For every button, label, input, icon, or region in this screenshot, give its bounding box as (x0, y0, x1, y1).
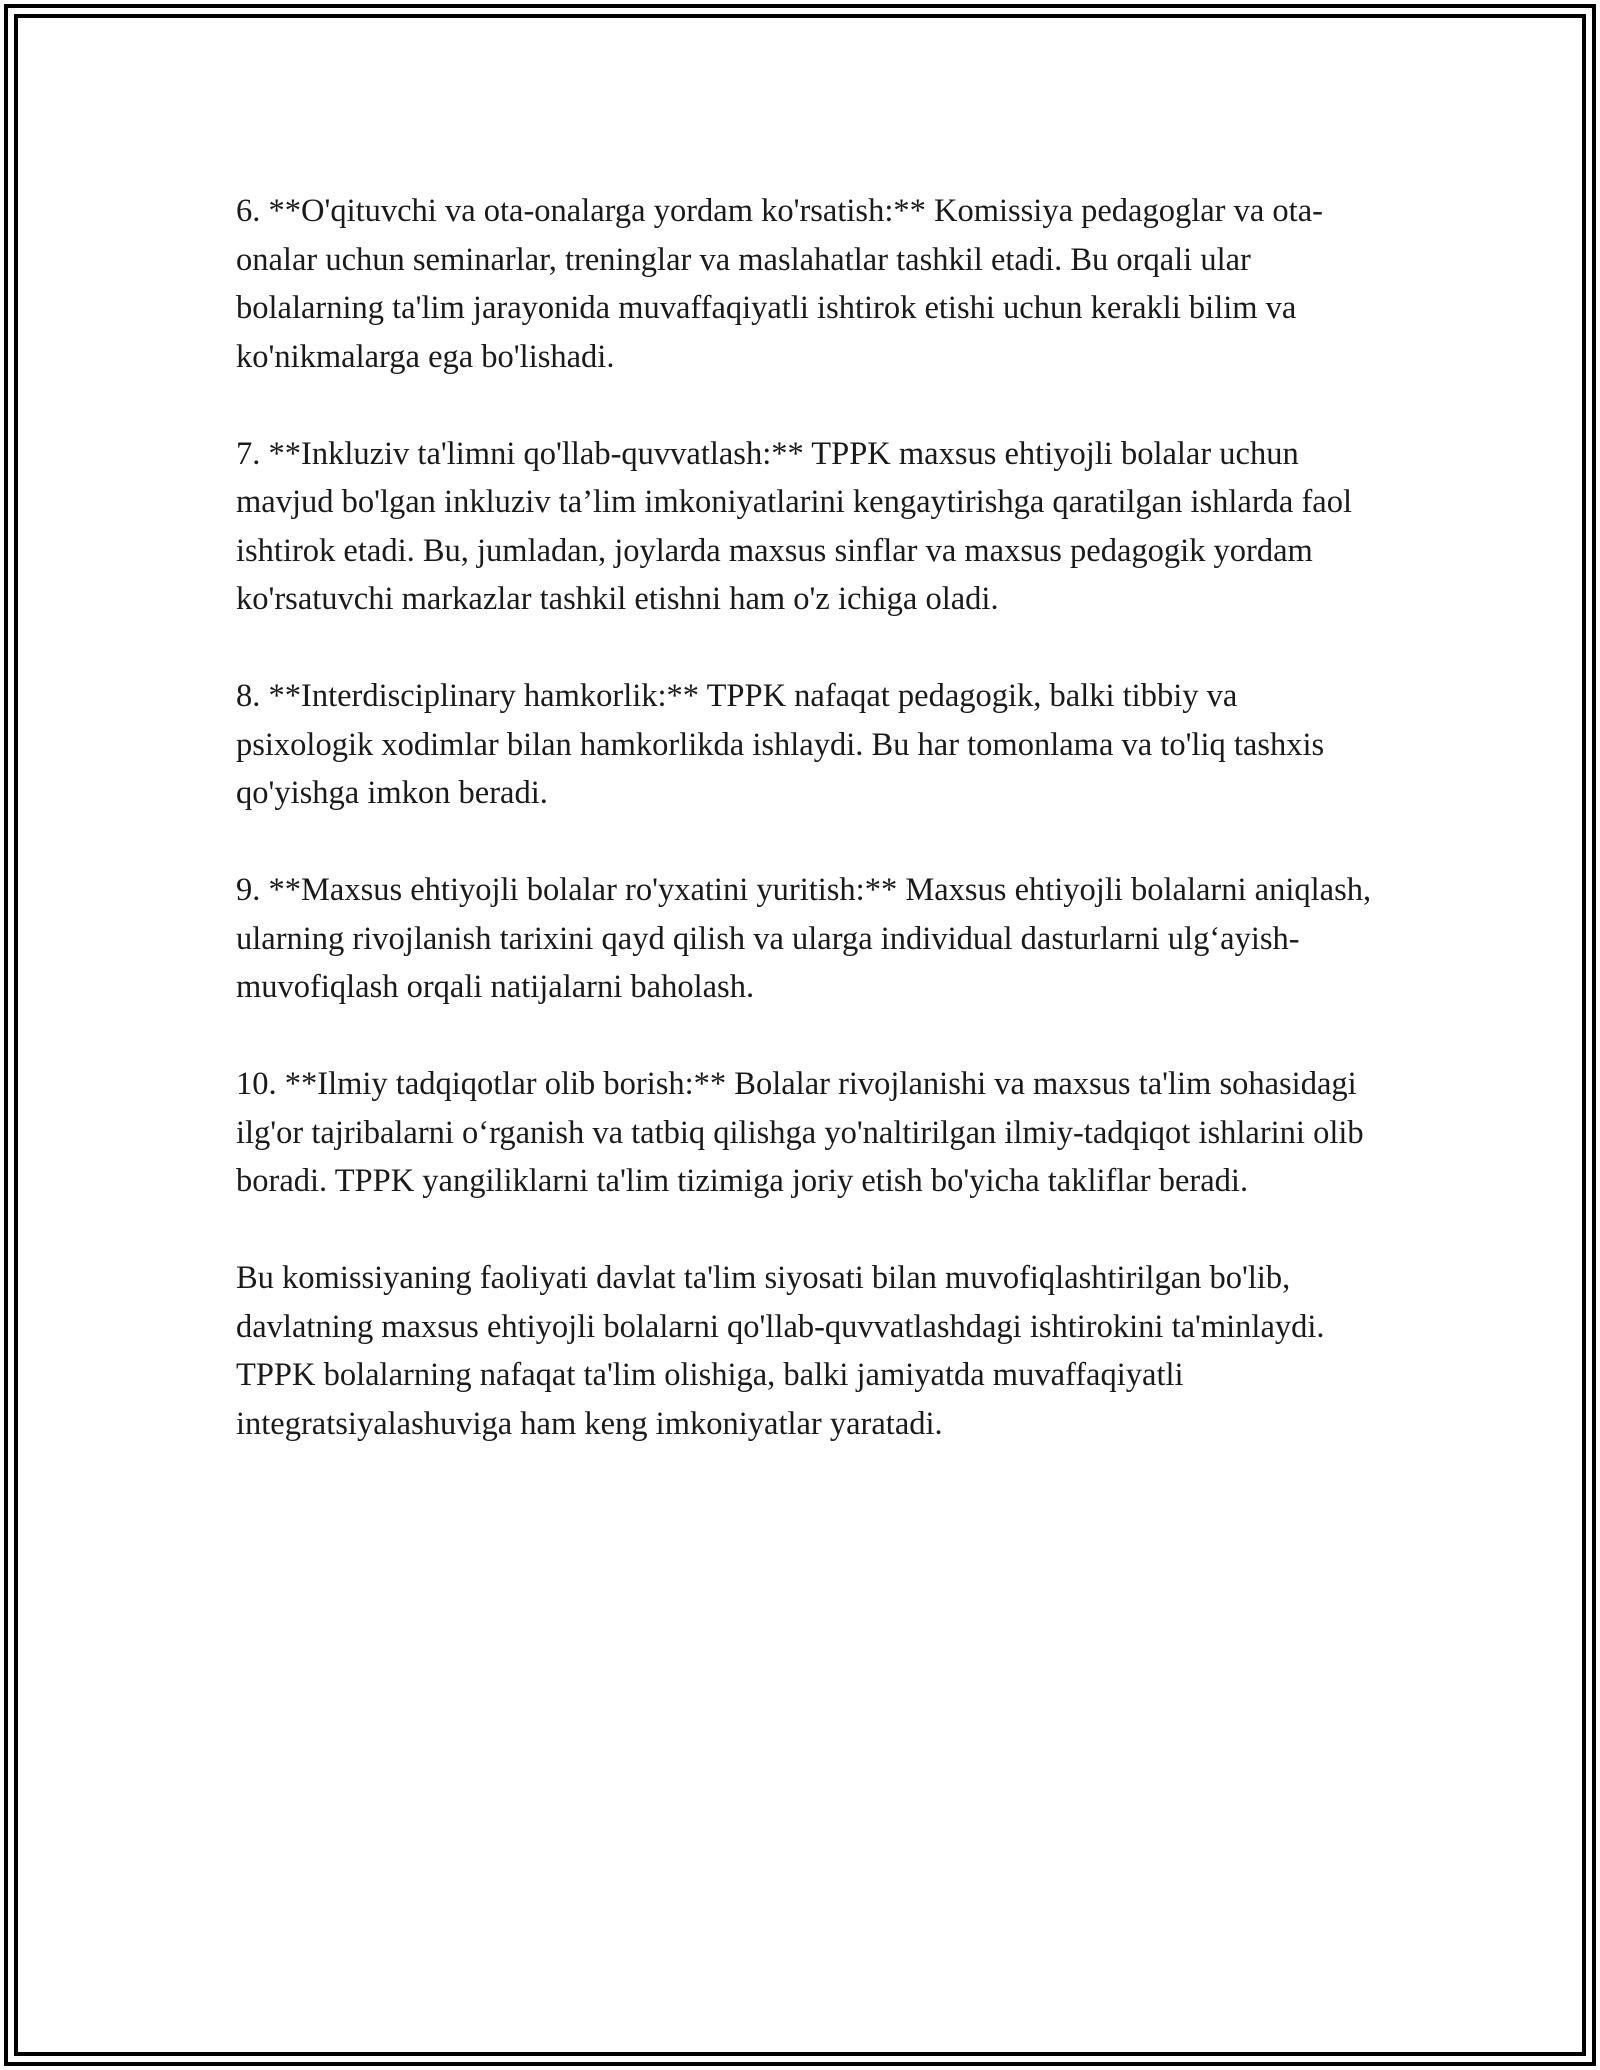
paragraph-item-9: 9. **Maxsus ehtiyojli bolalar ro'yxatini yuritish:** Maxsus ehtiyojli bolalarni aniqlash, ularning rivojlanish tarixini qayd qilish va ularga individual dasturlarni ulg‘ayish-muvofiqlash orqali natijalarni baholash. (236, 872, 1372, 1005)
paragraph-conclusion: Bu komissiyaning faoliyati davlat ta'lim siyosati bilan muvofiqlashtirilgan bo'lib, davlatning maxsus ehtiyojli bolalarni qo'llab-quvvatlashdagi ishtirokini ta'minlaydi. TPPK bolalarning nafaqat ta'lim olishiga, balki jamiyatda muvaffaqiyatli integratsiyalashuviga ham keng imkoniyatlar yaratadi. (236, 1260, 1325, 1442)
paragraph-item-8: 8. **Interdisciplinary hamkorlik:** TPPK nafaqat pedagogik, balki tibbiy va psixologik xodimlar bilan hamkorlikda ishlaydi. Bu har tomonlama va to'liq tashxis qo'yishga imkon beradi. (236, 678, 1325, 811)
paragraph-item-7: 7. **Inkluziv ta'limni qo'llab-quvvatlash:** TPPK maxsus ehtiyojli bolalar uchun mavjud bo'lgan inkluziv ta’lim imkoniyatlarini kengaytirishga qaratilgan ishlarda faol ishtirok etadi. Bu, jumladan, joylarda maxsus sinflar va maxsus pedagogik yordam ko'rsatuvchi markazlar tashkil etishni ham o'z ichiga oladi. (236, 435, 1352, 617)
paragraph-item-6: 6. **O'qituvchi va ota-onalarga yordam ko'rsatish:** Komissiya pedagoglar va ota-onalar uchun seminarlar, treninglar va maslahatlar tashkil etadi. Bu orqali ular bolalarning ta'lim jarayonida muvaffaqiyatli ishtirok etishi uchun kerakli bilim va ko'nikmalarga ega bo'lishadi. (236, 193, 1323, 375)
document-body (236, 187, 1376, 1497)
paragraph-item-10: 10. **Ilmiy tadqiqotlar olib borish:** Bolalar rivojlanishi va maxsus ta'lim sohasidagi ilg'or tajribalarni o‘rganish va tatbiq qilishga yo'naltirilgan ilmiy-tadqiqot ishlarini olib boradi. TPPK yangiliklarni ta'lim tizimiga joriy etish bo'yicha takliflar beradi. (236, 1066, 1364, 1199)
